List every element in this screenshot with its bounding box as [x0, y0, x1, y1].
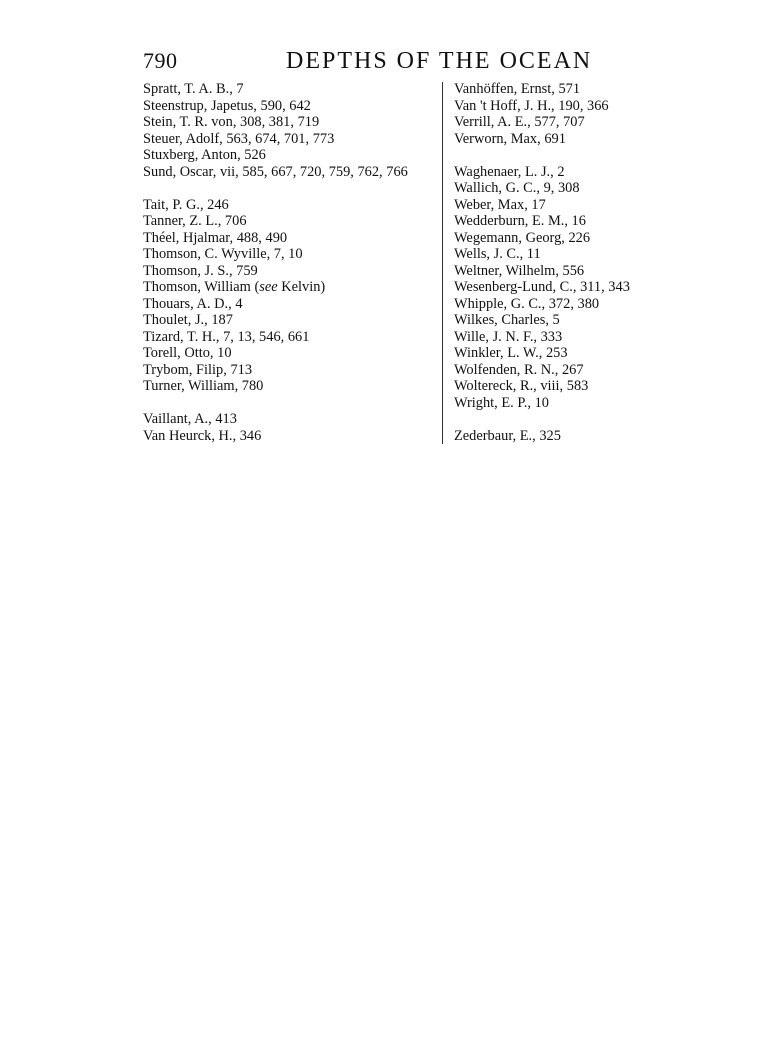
- index-entry: Verrill, A. E., 577, 707: [454, 114, 585, 130]
- index-entry: Stein, T. R. von, 308, 381, 719: [143, 114, 320, 130]
- index-entry: Wells, J. C., 11: [454, 246, 541, 262]
- index-entry: Verworn, Max, 691: [454, 130, 566, 147]
- index-entry: Woltereck, R., viii, 583: [454, 378, 589, 394]
- index-entry: Trybom, Filip, 713: [143, 361, 253, 378]
- index-entry: Tait, P. G., 246: [143, 196, 229, 213]
- index-entry: Wille, J. N. F., 333: [454, 328, 563, 345]
- index-entry: Thomson, C. Wyville, 7, 10: [143, 246, 303, 262]
- page-header: [143, 48, 643, 78]
- index-entry: Wright, E. P., 10: [454, 394, 549, 411]
- index-column-right: [454, 81, 669, 444]
- index-entry: Wallich, G. C., 9, 308: [454, 180, 580, 196]
- index-entry: Wedderburn, E. M., 16: [454, 213, 586, 229]
- index-entry: Steuer, Adolf, 563, 674, 701, 773: [143, 130, 335, 147]
- index-entry: Tanner, Z. L., 706: [143, 213, 247, 229]
- index-entry: Weltner, Wilhelm, 556: [454, 262, 585, 279]
- index-column-left: [143, 81, 438, 444]
- index-entry: Thomson, William (see Kelvin): [143, 279, 326, 295]
- group-gap: [143, 180, 438, 197]
- index-entry: Sund, Oscar, vii, 585, 667, 720, 759, 762, 766: [143, 163, 408, 180]
- running-title: DEPTHS OF THE OCEAN: [286, 48, 593, 74]
- index-entry: Whipple, G. C., 372, 380: [454, 295, 600, 312]
- index-entry: Thomson, J. S., 759: [143, 262, 258, 279]
- index-entry: Torell, Otto, 10: [143, 345, 232, 361]
- index-entry: Weber, Max, 17: [454, 196, 546, 213]
- index-entry: Turner, William, 780: [143, 378, 264, 394]
- index-entry: Thoulet, J., 187: [143, 312, 233, 328]
- index-entry: Wolfenden, R. N., 267: [454, 361, 584, 378]
- index-entry: Van Heurck, H., 346: [143, 427, 262, 444]
- index-entry: Waghenaer, L. J., 2: [454, 163, 565, 180]
- index-entry: Théel, Hjalmar, 488, 490: [143, 229, 288, 246]
- index-entry: Wegemann, Georg, 226: [454, 229, 591, 246]
- index-entry: Stuxberg, Anton, 526: [143, 147, 266, 163]
- group-gap: [143, 395, 438, 412]
- index-entry: Vanhöffen, Ernst, 571: [454, 81, 581, 97]
- index-entry: Wilkes, Charles, 5: [454, 312, 560, 328]
- index-entry: Vaillant, A., 413: [143, 411, 237, 427]
- index-entry: Steenstrup, Japetus, 590, 642: [143, 97, 311, 114]
- column-divider: [442, 82, 443, 444]
- page-number: 790: [143, 48, 178, 73]
- index-entry: Thouars, A. D., 4: [143, 295, 243, 312]
- index-entry: Wesenberg-Lund, C., 311, 343: [454, 279, 630, 295]
- index-entry: Van 't Hoff, J. H., 190, 366: [454, 97, 609, 114]
- group-gap: [454, 147, 669, 164]
- group-gap: [454, 411, 669, 428]
- index-entry: Zederbaur, E., 325: [454, 427, 561, 444]
- index-entry: Winkler, L. W., 253: [454, 345, 568, 361]
- index-entry: Spratt, T. A. B., 7: [143, 81, 244, 97]
- index-entry: Tizard, T. H., 7, 13, 546, 661: [143, 328, 310, 345]
